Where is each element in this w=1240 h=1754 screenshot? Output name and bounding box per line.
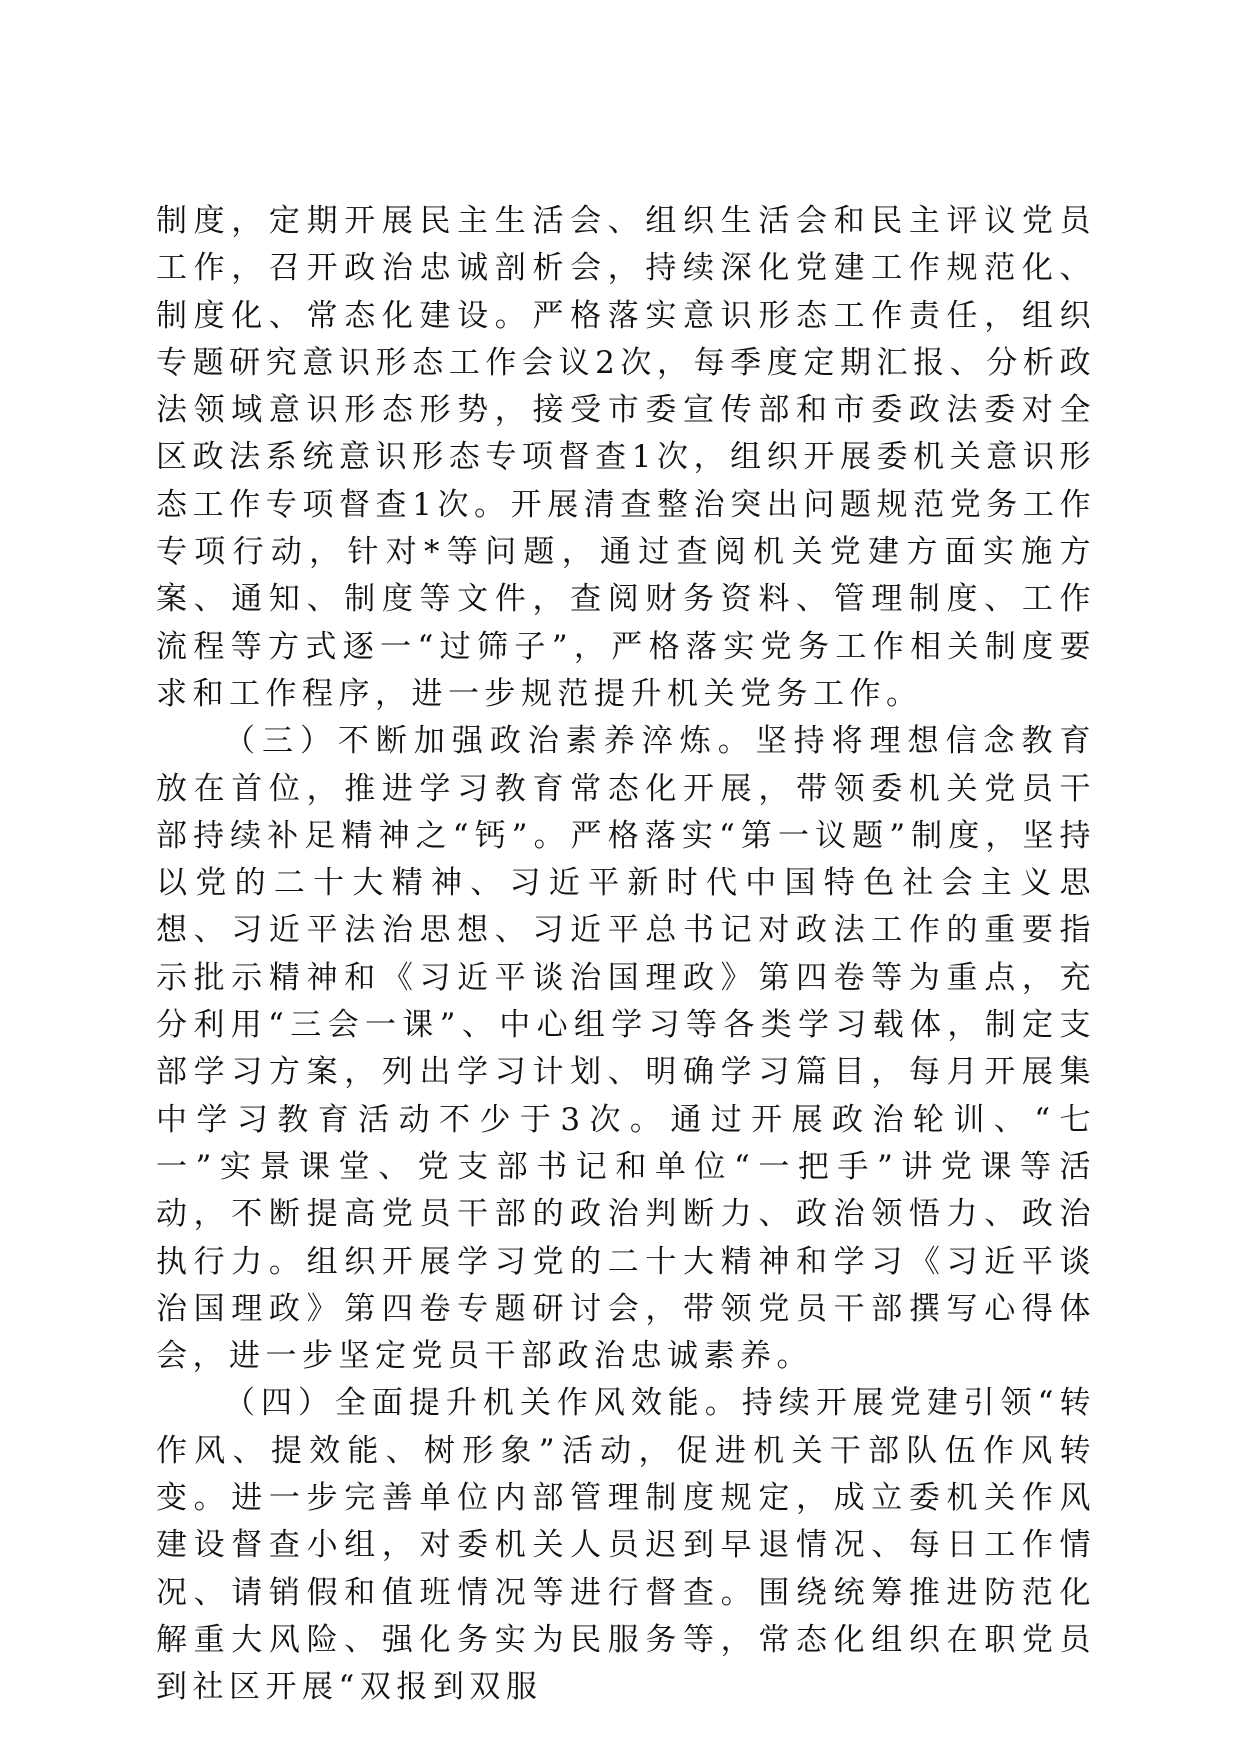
document-body bbox=[156, 198, 1096, 1712]
paragraph-work-style-efficiency: （四）全面提升机关作风效能。持续开展党建引领“转作风、提效能、树形象”活动，促进机关干部队伍作风转变。进一步完善单位内部管理制度规定，成立委机关作风建设督查小组，对委机关人员迟到早退情况、每日工作情况、请销假和值班情况等进行督查。围绕统筹推进防范化解重大风险、强化务实为民服务等，常态化组织在职党员到社区开展“双报到双服 bbox=[156, 1385, 1096, 1706]
paragraph-party-building-standardization: 制度，定期开展民主生活会、组织生活会和民主评议党员工作，召开政治忠诚剖析会，持续深化党建工作规范化、制度化、常态化建设。严格落实意识形态工作责任，组织专题研究意识形态工作会议2次，每季度定期汇报、分析政法领域意识形态形势，接受市委宣传部和市委政法委对全区政法系统意识形态专项督查1次，组织开展委机关意识形态工作专项督查1次。开展清查整治突出问题规范党务工作专项行动，针对*等问题，通过查阅机关党建方面实施方案、通知、制度等文件，查阅财务资料、管理制度、工作流程等方式逐一“过筛子”，严格落实党务工作相关制度要求和工作程序，进一步规范提升机关党务工作。 bbox=[156, 203, 1096, 712]
paragraph-political-literacy: （三）不断加强政治素养淬炼。坚持将理想信念教育放在首位，推进学习教育常态化开展，带领委机关党员干部持续补足精神之“钙”。严格落实“第一议题”制度，坚持以党的二十大精神、习近平新时代中国特色社会主义思想、习近平法治思想、习近平总书记对政法工作的重要指示批示精神和《习近平谈治国理政》第四卷等为重点，充分利用“三会一课”、中心组学习等各类学习载体，制定支部学习方案，列出学习计划、明确学习篇目，每月开展集中学习教育活动不少于3次。通过开展政治轮训、“七一”实景课堂、党支部书记和单位“一把手”讲党课等活动，不断提高党员干部的政治判断力、政治领悟力、政治执行力。组织开展学习党的二十大精神和学习《习近平谈治国理政》第四卷专题研讨会，带领党员干部撰写心得体会，进一步坚定党员干部政治忠诚素养。 bbox=[156, 723, 1096, 1375]
